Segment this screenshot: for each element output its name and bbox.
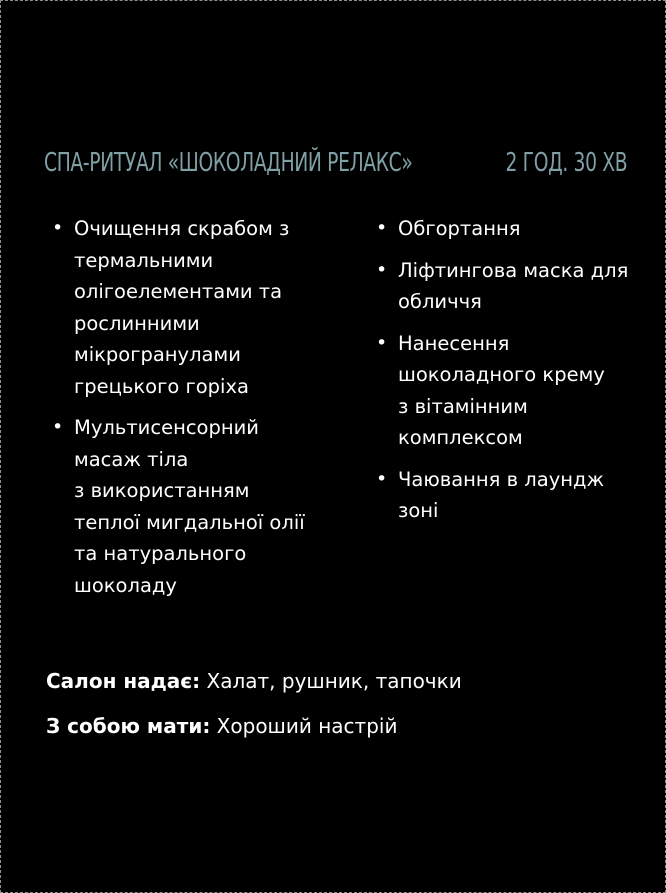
salon-provides-line — [46, 669, 462, 693]
bring-with-value: Хороший настрій — [210, 714, 398, 738]
list-item — [52, 213, 327, 402]
list-item-text: Обгортання — [398, 217, 521, 240]
bring-with-label: З собою мати: — [46, 714, 211, 738]
ritual-title: СПА-РИТУАЛ «ШОКОЛАДНИЙ РЕЛАКС» — [44, 148, 413, 178]
list-item-text: Чаювання в лаундж зоні — [398, 467, 605, 522]
list-item-text: Нанесення шоколадного крему з вітамінним комплексом — [398, 331, 605, 449]
list-item-text: Мультисенсорний масаж тіла з використанням теплої мигдальної олії та натурального шоколаду — [74, 416, 305, 597]
list-item — [52, 412, 327, 601]
bullet-icon: • — [376, 331, 388, 354]
list-item — [376, 328, 646, 454]
list-item — [376, 464, 646, 527]
list-item-text: Очищення скрабом з термальними олігоелементами та рослинними мікрогранулами грецького горіха — [74, 217, 290, 398]
bullet-icon: • — [376, 467, 388, 490]
salon-provides-value: Халат, рушник, тапочки — [200, 669, 462, 693]
title-row — [44, 148, 627, 178]
procedures-list-left — [52, 213, 327, 611]
bullet-icon: • — [52, 416, 64, 438]
salon-provides-label: Салон надає: — [46, 669, 201, 693]
list-item — [376, 213, 646, 245]
ritual-duration: 2 ГОД. 30 ХВ — [505, 148, 628, 178]
procedures-list-right — [376, 213, 646, 537]
bullet-icon: • — [52, 217, 64, 239]
list-item — [376, 255, 646, 318]
list-item-text: Ліфтингова маска для обличчя — [398, 258, 629, 313]
bullet-icon: • — [376, 258, 388, 281]
bullet-icon: • — [376, 217, 388, 239]
bring-with-line — [46, 714, 397, 738]
